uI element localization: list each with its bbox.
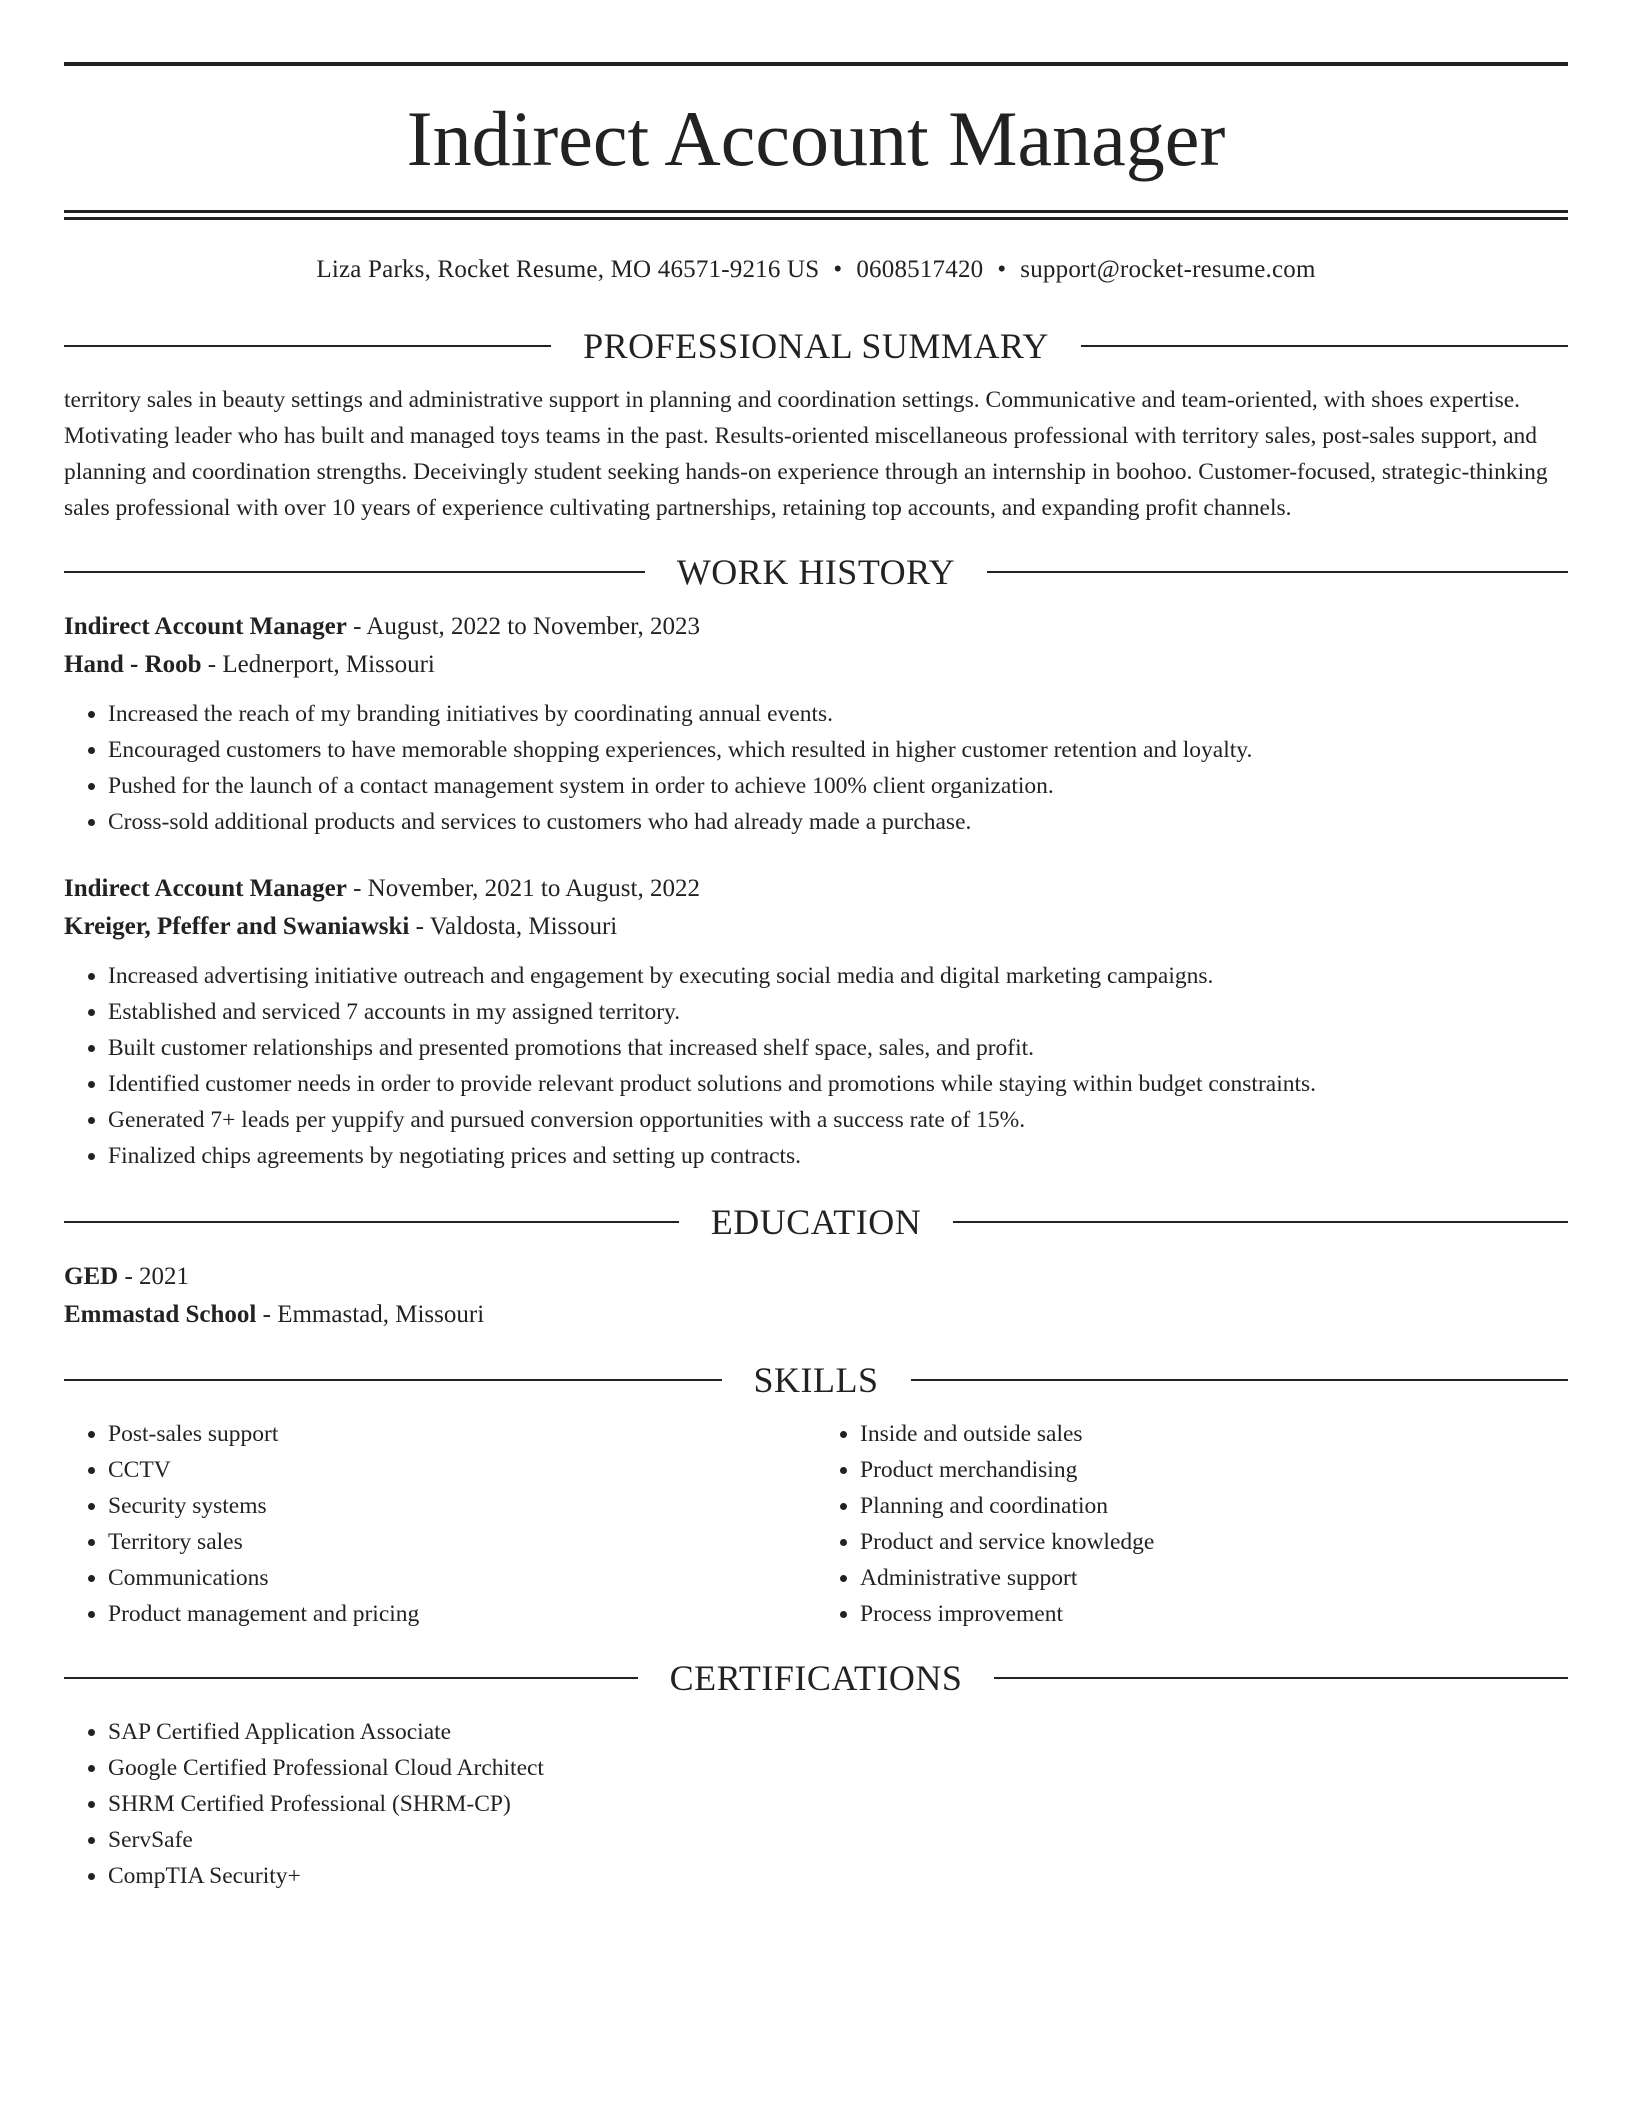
section-rule-left <box>64 1221 679 1223</box>
education-year: - 2021 <box>118 1263 190 1290</box>
job-location: - Lednerport, Missouri <box>201 651 435 678</box>
list-item: • Finalized chips agreements by negotiating prices and setting up contracts. <box>108 1138 1568 1174</box>
section-rule-left <box>64 571 645 573</box>
skills-grid <box>64 1416 1568 1632</box>
summary-text: territory sales in beauty settings and administrative support in planning and coordination settings. Communicative and team-oriented, with shoes expertise. Motivating leader who has built and managed toys teams in the past. Results-oriented miscellaneous professional with territory sales, post-sales support, and planning and coordination strengths. Deceivingly student seeking hands-on experience through an internship in boohoo. Customer-focused, strategic-thinking sales professional with over 10 years of experience cultivating partnerships, retaining top accounts, and expanding profit channels. <box>64 387 1548 521</box>
section-rule-right <box>953 1221 1568 1223</box>
skills-list-right <box>816 1416 1568 1632</box>
list-item: • CCTV <box>108 1452 816 1488</box>
list-item: • SHRM Certified Professional (SHRM-CP) <box>108 1786 1568 1822</box>
section-rule-left <box>64 1677 638 1679</box>
list-item: • ServSafe <box>108 1822 1568 1858</box>
list-item: • SAP Certified Application Associate <box>108 1714 1568 1750</box>
section-header-certifications <box>64 1660 1568 1696</box>
job-dates: - November, 2021 to August, 2022 <box>346 875 700 902</box>
list-item: • Product and service knowledge <box>860 1524 1568 1560</box>
list-item: • Built customer relationships and presented promotions that increased shelf space, sales, and profit. <box>108 1030 1568 1066</box>
job-role: Indirect Account Manager <box>64 613 347 640</box>
job-location: - Valdosta, Missouri <box>409 913 618 940</box>
contact-line <box>64 256 1568 284</box>
job-entry <box>64 608 1568 840</box>
section-rule-left <box>64 345 551 347</box>
list-item: • Product management and pricing <box>108 1596 816 1632</box>
contact-phone: 0608517420 <box>856 256 984 283</box>
list-item: • Increased advertising initiative outreach and engagement by executing social media and digital marketing campaigns. <box>108 958 1568 994</box>
job-bullets <box>64 696 1568 840</box>
job-role-line <box>64 608 1568 646</box>
list-item: • Post-sales support <box>108 1416 816 1452</box>
job-dates: - August, 2022 to November, 2023 <box>346 613 700 640</box>
list-item: • Administrative support <box>860 1560 1568 1596</box>
list-item: • Generated 7+ leads per yuppify and pursued conversion opportunities with a success rate of 15%. <box>108 1102 1568 1138</box>
list-item: • Increased the reach of my branding initiatives by coordinating annual events. <box>108 696 1568 732</box>
section-rule-left <box>64 1379 722 1381</box>
section-rule-right <box>994 1677 1568 1679</box>
certifications-list <box>64 1714 1568 1894</box>
section-rule-right <box>987 571 1568 573</box>
education-school-line <box>64 1296 1568 1334</box>
contact-separator: • <box>997 256 1007 283</box>
list-item: • Communications <box>108 1560 816 1596</box>
job-entry <box>64 870 1568 1174</box>
section-rule-right <box>1081 345 1568 347</box>
job-company: Kreiger, Pfeffer and Swaniawski <box>64 913 410 940</box>
top-rule <box>64 62 1568 66</box>
list-item: • Inside and outside sales <box>860 1416 1568 1452</box>
section-title-education: EDUCATION <box>710 1202 922 1242</box>
job-company-line <box>64 646 1568 684</box>
list-item: • Identified customer needs in order to provide relevant product solutions and promotions while staying within budget constraints. <box>108 1066 1568 1102</box>
contact-address: Liza Parks, Rocket Resume, MO 46571-9216 US <box>316 256 820 283</box>
section-rule-right <box>911 1379 1569 1381</box>
section-header-summary <box>64 328 1568 364</box>
contact-email: support@rocket-resume.com <box>1020 256 1316 283</box>
resume-title: Indirect Account Manager <box>406 95 1226 182</box>
section-title-skills: SKILLS <box>753 1360 879 1400</box>
job-company: Hand - Roob <box>64 651 202 678</box>
section-title-summary: PROFESSIONAL SUMMARY <box>583 326 1049 366</box>
section-header-skills <box>64 1362 1568 1398</box>
job-role: Indirect Account Manager <box>64 875 347 902</box>
title-double-rule <box>64 210 1568 220</box>
education-school: Emmastad School <box>64 1301 257 1328</box>
list-item: • Encouraged customers to have memorable shopping experiences, which resulted in higher customer retention and loyalty. <box>108 732 1568 768</box>
section-header-education <box>64 1204 1568 1240</box>
education-location: - Emmastad, Missouri <box>256 1301 485 1328</box>
list-item: • Territory sales <box>108 1524 816 1560</box>
skills-list-left <box>64 1416 816 1632</box>
list-item: • CompTIA Security+ <box>108 1858 1568 1894</box>
education-degree-line <box>64 1258 1568 1296</box>
section-title-certifications: CERTIFICATIONS <box>669 1658 963 1698</box>
list-item: • Security systems <box>108 1488 816 1524</box>
list-item: • Cross-sold additional products and services to customers who had already made a purchase. <box>108 804 1568 840</box>
job-company-line <box>64 908 1568 946</box>
section-title-work: WORK HISTORY <box>676 552 956 592</box>
contact-separator: • <box>833 256 843 283</box>
list-item: • Established and serviced 7 accounts in my assigned territory. <box>108 994 1568 1030</box>
job-role-line <box>64 870 1568 908</box>
education-degree: GED <box>64 1263 119 1290</box>
section-header-work <box>64 554 1568 590</box>
list-item: • Pushed for the launch of a contact management system in order to achieve 100% client organization. <box>108 768 1568 804</box>
list-item: • Google Certified Professional Cloud Architect <box>108 1750 1568 1786</box>
list-item: • Product merchandising <box>860 1452 1568 1488</box>
list-item: • Process improvement <box>860 1596 1568 1632</box>
job-bullets <box>64 958 1568 1174</box>
list-item: • Planning and coordination <box>860 1488 1568 1524</box>
